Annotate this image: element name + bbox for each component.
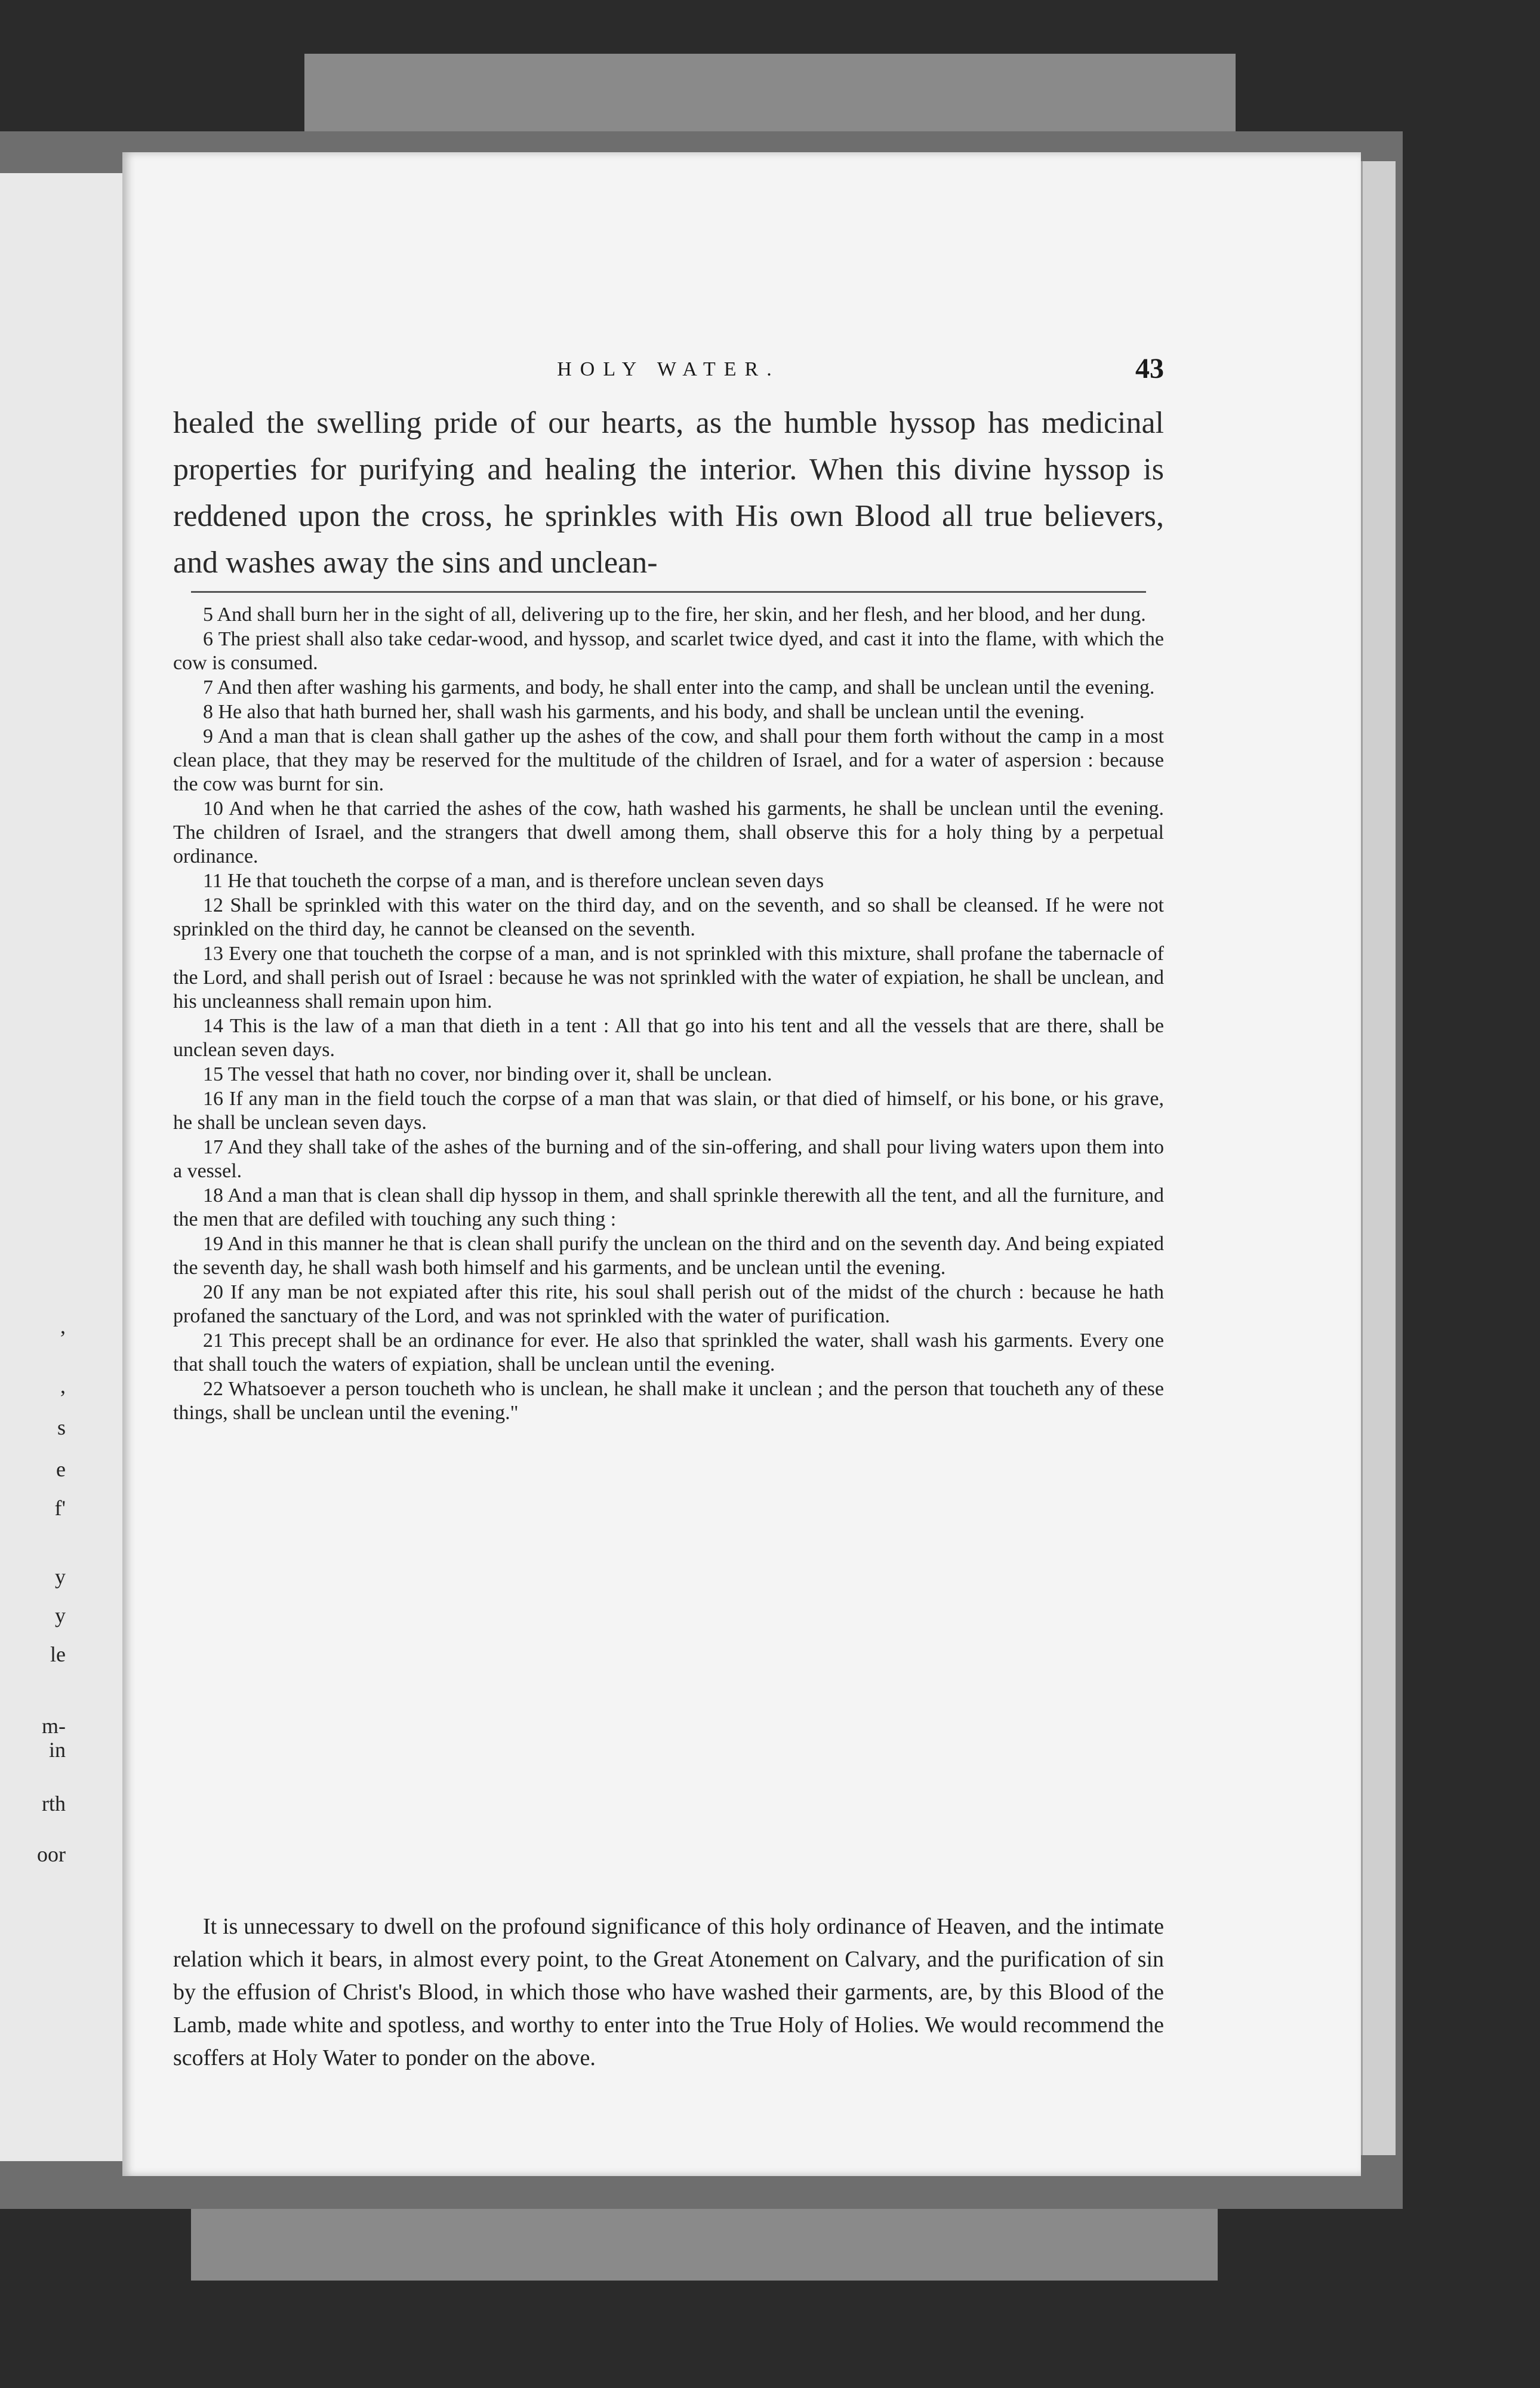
left-page-fragment: oor	[37, 1842, 66, 1866]
verse-list	[173, 603, 1164, 1426]
verse: 11 He that toucheth the corpse of a man, and is therefore unclean seven days	[203, 870, 824, 892]
left-page-fragment: m-	[42, 1714, 66, 1738]
verse: 14 This is the law of a man that dieth in a tent : All that go into his tent and all the vessels that are there, shall be unclean seven days.	[173, 1015, 1164, 1061]
left-page-fragment: rth	[42, 1792, 66, 1815]
left-page-fragment: le	[50, 1642, 66, 1666]
left-page-fragment: in	[48, 1738, 66, 1762]
left-page-fragment: ,	[60, 1374, 66, 1398]
running-head: HOLY WATER.	[557, 358, 780, 380]
verse: 22 Whatsoever a person toucheth who is unclean, he shall make it unclean ; and the person that toucheth any of these things, shall be unclean until the evening."	[173, 1378, 1164, 1424]
verse: 9 And a man that is clean shall gather up the ashes of the cow, and shall pour them forth without the camp in a most clean place, that they may be reserved for the multitude of the children of Israel, and for a water of aspersion : because the cow was burnt for sin.	[173, 725, 1164, 795]
verse: 10 And when he that carried the ashes of the cow, hath washed his garments, he shall be unclean until the evening. The children of Israel, and the strangers that dwell among them, shall observe this for a holy thing by a perpetual ordinance.	[173, 798, 1164, 867]
footnote-divider	[191, 591, 1146, 593]
closing-paragraph: It is unnecessary to dwell on the profound significance of this holy ordinance of Heaven, and the intimate relation which it bears, in almost every point, to the Great Atonement on Calvary, and the purification of sin by the effusion of Christ's Blood, in which those who have washed their garments, are, by this Blood of the Lamb, made white and spotless, and worthy to enter into the True Holy of Holies. We would recommend the scoffers at Holy Water to ponder on the above.	[173, 1914, 1164, 2070]
left-page-fragment: y	[55, 1604, 66, 1627]
left-page-fragment: y	[55, 1565, 66, 1589]
verse: 16 If any man in the field touch the corpse of a man that was slain, or that died of himself, or his bone, or his grave, he shall be unclean seven days.	[173, 1088, 1164, 1134]
opening-paragraph: healed the swelling pride of our hearts, as the humble hyssop has medicinal properties for purifying and healing the interior. When this divine hyssop is reddened upon the cross, he sprinkles with His own Blood all true believers, and washes away the sins and unclean-	[173, 406, 1164, 580]
verse: 8 He also that hath burned her, shall wash his garments, and his body, and shall be unclean until the evening.	[203, 701, 1085, 723]
verse: 21 This precept shall be an ordinance for ever. He also that sprinkled the water, shall wash his garments. Every one that shall touch the waters of expiation, shall be unclean until the evening.	[173, 1330, 1164, 1375]
left-page-fragment: ,	[60, 1314, 66, 1338]
left-page	[0, 173, 124, 2161]
verse: 7 And then after washing his garments, and body, he shall enter into the camp, and shall be unclean until the evening.	[203, 676, 1155, 698]
page-edge	[1361, 161, 1396, 2155]
verse: 19 And in this manner he that is clean shall purify the unclean on the third and on the seventh day. And being expiated the seventh day, he shall wash both himself and his garments, and be unclean until the evening.	[173, 1233, 1164, 1279]
left-page-fragment: e	[56, 1457, 66, 1481]
left-page-fragment: f'	[54, 1496, 66, 1520]
verse: 17 And they shall take of the ashes of the burning and of the sin-offering, and shall pour living waters upon them into a vessel.	[173, 1136, 1164, 1182]
verse: 6 The priest shall also take cedar-wood, and hyssop, and scarlet twice dyed, and cast it into the flame, with which the cow is consumed.	[173, 628, 1164, 674]
verse: 18 And a man that is clean shall dip hyssop in them, and shall sprinkle therewith all the tent, and all the furniture, and the men that are defiled with touching any such thing :	[173, 1184, 1164, 1230]
page-number: 43	[1135, 353, 1164, 384]
verse: 20 If any man be not expiated after this rite, his soul shall perish out of the midst of the church : because he hath profaned the sanctuary of the Lord, and was not sprinkled with the water of purification.	[173, 1281, 1164, 1327]
verse: 12 Shall be sprinkled with this water on the third day, and on the seventh, and so shall be cleansed. If he were not sprinkled on the third day, he cannot be cleansed on the seventh.	[173, 894, 1164, 940]
verse: 15 The vessel that hath no cover, nor binding over it, shall be unclean.	[203, 1063, 772, 1085]
verse: 13 Every one that toucheth the corpse of a man, and is not sprinkled with this mixture, shall profane the tabernacle of the Lord, and shall perish out of Israel : because he was not sprinkled with the water of expiation, he shall be unclean, and his uncleanness shall remain upon him.	[173, 943, 1164, 1013]
left-page-fragment: s	[57, 1415, 66, 1439]
verse: 5 And shall burn her in the sight of all, delivering up to the fire, her skin, and her flesh, and her blood, and her dung.	[203, 604, 1146, 626]
